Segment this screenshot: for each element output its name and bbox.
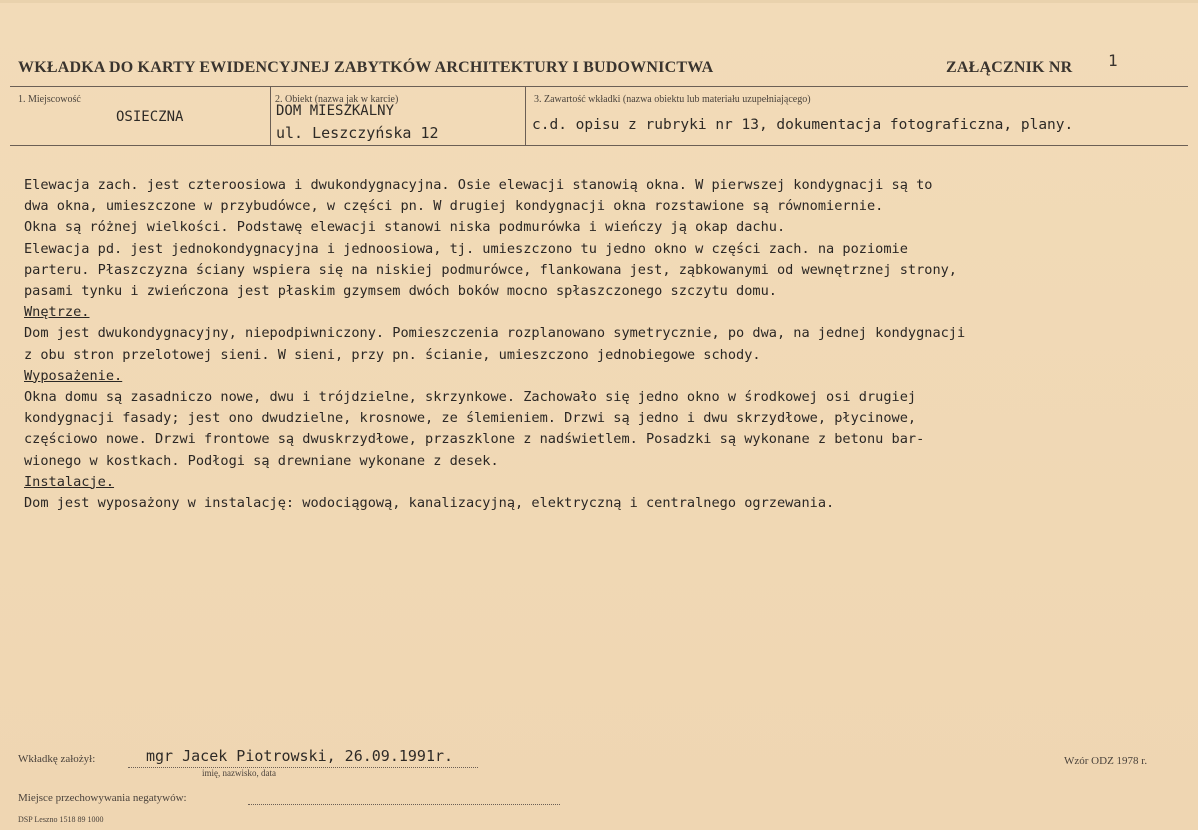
body-line: Elewacja pd. jest jednokondygnacyjna i jednoosiowa, tj. umieszczono tu jedno okno w części zach. na poziomie bbox=[24, 240, 908, 257]
body-line: Dom jest dwukondygnacyjny, niepodpiwniczony. Pomieszczenia rozplanowano symetrycznie, po dwa, na jednej kondygnacji bbox=[24, 325, 966, 342]
body-line: parteru. Płaszczyzna ściany wspiera się na niskiej podmurówce, flankowana jest, ząbkowanymi od wewnętrznej strony, bbox=[24, 261, 957, 278]
locality-value: OSIECZNA bbox=[116, 109, 184, 125]
object-name: DOM MIESZKALNY bbox=[276, 103, 395, 119]
header-divider bbox=[10, 86, 1188, 87]
negatives-location-line bbox=[248, 804, 560, 805]
contents-value: c.d. opisu z rubryki nr 13, dokumentacja fotograficzna, plany. bbox=[532, 117, 1074, 133]
prepared-by-caption: imię, nazwisko, data bbox=[202, 768, 276, 778]
contents-label: 3. Zawartość wkładki (nazwa obiektu lub materiału uzupełniającego) bbox=[534, 94, 811, 105]
template-label: Wzór ODZ 1978 r. bbox=[1064, 755, 1148, 767]
prepared-by-line bbox=[128, 767, 478, 768]
annex-number: 1 bbox=[1108, 51, 1118, 70]
body-line: pasami tynku i zwieńczona jest płaskim gzymsem dwóch boków mocno spłaszczonego szczytu domu. bbox=[24, 283, 777, 300]
body-line: Okna są różnej wielkości. Podstawę elewacji stanowi niska podmurówka i wieńczy ją okap dachu. bbox=[24, 219, 786, 236]
body-line: kondygnacji fasady; jest ono dwudzielne, krosnowe, ze ślemieniem. Drzwi są jedno i dwu skrzydłowe, płycinowe, bbox=[24, 410, 917, 427]
negatives-location-label: Miejsce przechowywania negatywów: bbox=[18, 792, 187, 804]
printer-info: DSP Leszno 1518 89 1000 bbox=[18, 815, 104, 824]
object-address: ul. Leszczyńska 12 bbox=[276, 124, 439, 142]
body-line: Dom jest wyposażony w instalację: wodociągową, kanalizacyjną, elektryczną i centralnego ogrzewania. bbox=[24, 495, 835, 512]
description-body bbox=[24, 175, 965, 514]
locality-label: 1. Miejscowość bbox=[18, 94, 81, 105]
body-line: wionego w kostkach. Podłogi są drewniane wykonane z desek. bbox=[24, 452, 499, 469]
body-line: Okna domu są zasadniczo nowe, dwu i trójdzielne, skrzynkowe. Zachowało się jedno okno w środkowej osi drugiej bbox=[24, 389, 917, 406]
heading-equipment: Wyposażenie. bbox=[24, 367, 123, 384]
body-line: z obu stron przelotowej sieni. W sieni, przy pn. ścianie, umieszczono jednobiegowe schody. bbox=[24, 346, 761, 363]
annex-label: ZAŁĄCZNIK NR bbox=[946, 59, 1073, 76]
document-title: WKŁADKA DO KARTY EWIDENCYJNEJ ZABYTKÓW ARCHITEKTURY I BUDOWNICTWA bbox=[18, 59, 714, 76]
field-divider-1 bbox=[270, 87, 271, 145]
object-label: 2. Obiekt (nazwa jak w karcie) bbox=[275, 94, 399, 105]
heading-interior: Wnętrze. bbox=[24, 304, 90, 321]
body-line: dwa okna, umieszczone w przybudówce, w części pn. W drugiej kondygnacji okna rozstawione są równomiernie. bbox=[24, 198, 884, 215]
body-line: Elewacja zach. jest czteroosiowa i dwukondygnacyjna. Osie elewacji stanowią okna. W pierwszej kondygnacji są to bbox=[24, 177, 933, 193]
field-divider-2 bbox=[525, 87, 526, 145]
body-line: częściowo nowe. Drzwi frontowe są dwuskrzydłowe, przaszklone z nadświetlem. Posadzki są wykonane z betonu bar- bbox=[24, 431, 925, 448]
prepared-by-value: mgr Jacek Piotrowski, 26.09.1991r. bbox=[146, 747, 454, 765]
prepared-by-label: Wkładkę założył: bbox=[18, 753, 96, 765]
fields-divider bbox=[10, 145, 1188, 146]
heading-installations: Instalacje. bbox=[24, 473, 115, 490]
